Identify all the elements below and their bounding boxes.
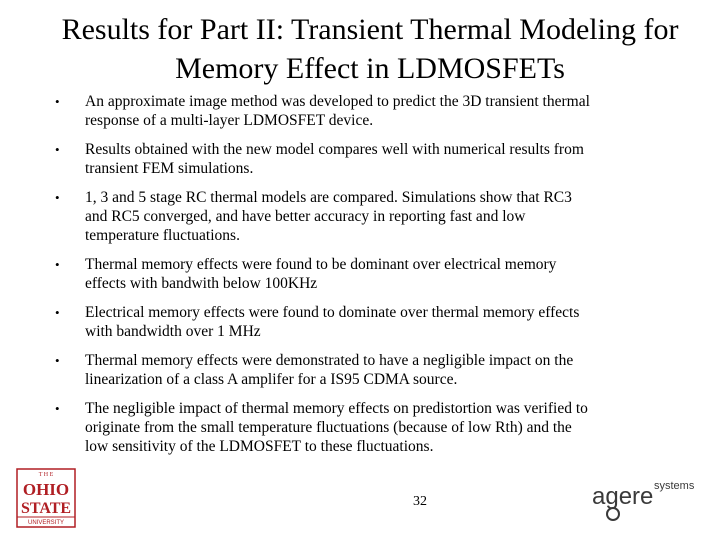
slide-title-line-1: Results for Part II: Transient Thermal Modeling for — [61, 13, 679, 46]
bullet-item-3 — [0, 188, 720, 245]
bullet-7-line-2: originate from the small temperature fluctuations (because of low Rth) and the — [85, 419, 572, 436]
bullet-6-line-2: linearization of a class A amplifer for a IS95 CDMA source. — [85, 371, 458, 388]
slide-title — [20, 10, 720, 88]
agere-logo-systems: systems — [654, 480, 695, 492]
bullet-dot: • — [55, 353, 60, 368]
bullet-dot: • — [55, 190, 60, 205]
bullet-2-line-1: Results obtained with the new model compares well with numerical results from — [85, 141, 584, 158]
page-number: 32 — [413, 494, 427, 509]
bullet-7-line-1: The negligible impact of thermal memory effects on predistortion was verified to — [85, 400, 588, 417]
bullet-item-5 — [0, 303, 720, 341]
bullet-6-line-1: Thermal memory effects were demonstrated to have a negligible impact on the — [85, 352, 574, 369]
osu-logo-state: STATE — [20, 500, 72, 517]
bullet-dot: • — [55, 94, 60, 109]
bullet-5-line-2: with bandwidth over 1 MHz — [85, 323, 261, 340]
bullet-dot: • — [55, 257, 60, 272]
bullet-5-line-1: Electrical memory effects were found to dominate over thermal memory effects — [85, 304, 580, 321]
bullet-4-line-2: effects with bandwith below 100KHz — [85, 275, 318, 292]
bullet-1-line-2: response of a multi-layer LDMOSFET device. — [85, 112, 374, 129]
slide-title-line-2: Memory Effect in LDMOSFETs — [175, 52, 565, 85]
bullet-3-line-2: and RC5 converged, and have better accuracy in reporting fast and low — [85, 208, 526, 225]
bullet-list — [0, 92, 720, 466]
bullet-1-line-1: An approximate image method was developed to predict the 3D transient thermal — [85, 93, 590, 110]
osu-logo-university: UNIVERSITY — [27, 520, 65, 526]
bullet-item-6 — [0, 351, 720, 389]
agere-logo-word: agere — [592, 483, 654, 510]
bullet-item-4 — [0, 255, 720, 293]
osu-logo-the: T H E — [38, 472, 54, 478]
bullet-dot: • — [55, 142, 60, 157]
bullet-3-line-1: 1, 3 and 5 stage RC thermal models are compared. Simulations show that RC3 — [85, 189, 572, 206]
bullet-item-7 — [0, 399, 720, 456]
agere-systems-logo — [588, 474, 708, 524]
bullet-item-2 — [0, 140, 720, 178]
bullet-7-line-3: low sensitivity of the LDMOSFET to these fluctuations. — [85, 438, 434, 455]
osu-logo-ohio: OHIO — [22, 480, 70, 499]
bullet-4-line-1: Thermal memory effects were found to be dominant over electrical memory — [85, 256, 557, 273]
bullet-item-1 — [0, 92, 720, 130]
bullet-2-line-2: transient FEM simulations. — [85, 160, 254, 177]
bullet-dot: • — [55, 305, 60, 320]
ohio-state-logo — [16, 468, 76, 528]
bullet-dot: • — [55, 401, 60, 416]
bullet-3-line-3: temperature fluctuations. — [85, 227, 240, 244]
